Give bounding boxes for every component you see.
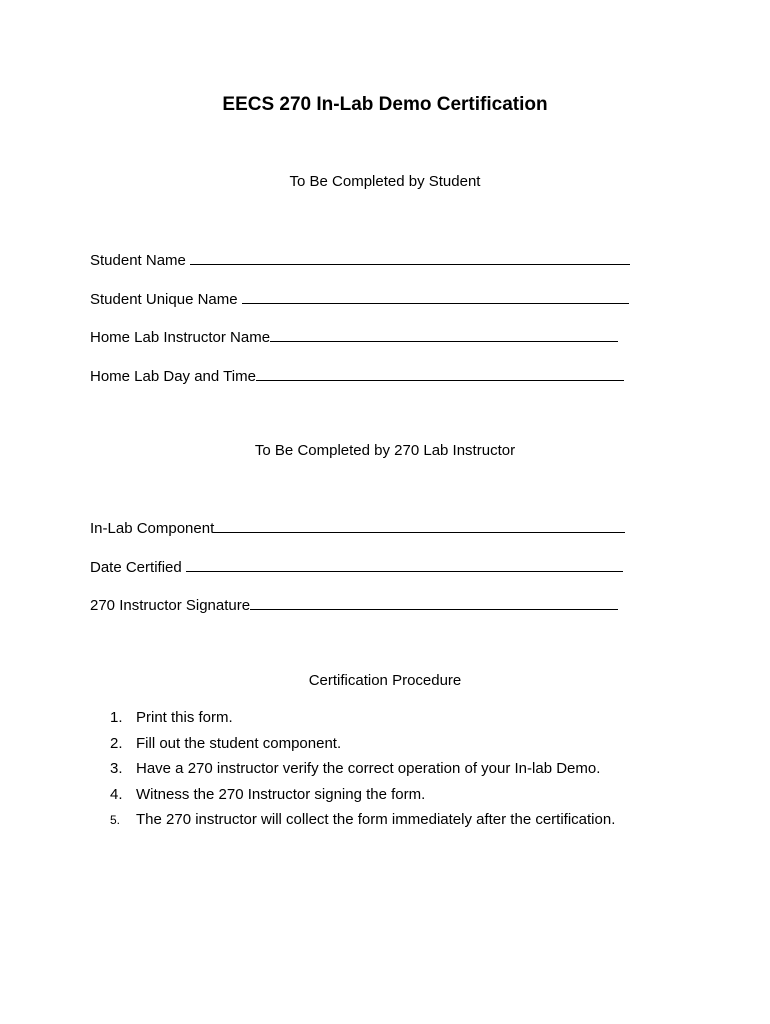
field-label: Student Unique Name xyxy=(90,291,238,308)
list-item xyxy=(110,735,615,761)
student-unique-name-field[interactable] xyxy=(90,289,629,308)
field-label: Home Lab Day and Time xyxy=(90,368,256,385)
field-label: Home Lab Instructor Name xyxy=(90,329,271,346)
in-lab-component-line[interactable] xyxy=(214,518,625,533)
student-name-field[interactable] xyxy=(90,250,630,269)
field-label: Student Name xyxy=(90,252,186,269)
step-text: Print this form. xyxy=(136,709,233,726)
instructor-section-heading: To Be Completed by 270 Lab Instructor xyxy=(254,442,516,459)
list-item xyxy=(110,811,615,837)
list-item xyxy=(110,760,615,786)
home-lab-instructor-field[interactable] xyxy=(90,327,618,346)
step-text: Witness the 270 Instructor signing the form. xyxy=(136,785,426,803)
page-title: EECS 270 In-Lab Demo Certification xyxy=(222,94,548,115)
student-unique-name-line[interactable] xyxy=(242,289,629,304)
step-text: Have a 270 instructor verify the correct operation of your In-lab Demo. xyxy=(136,760,601,777)
field-label: In-Lab Component xyxy=(90,520,215,537)
list-item xyxy=(110,786,615,812)
in-lab-component-field[interactable] xyxy=(90,518,625,537)
step-number: 4. xyxy=(110,785,123,803)
step-text: The 270 instructor will collect the form immediately after the certification. xyxy=(136,811,616,828)
step-number: 2. xyxy=(110,734,123,752)
student-section-heading: To Be Completed by Student xyxy=(289,173,481,190)
procedure-heading: Certification Procedure xyxy=(308,672,462,689)
instructor-signature-field[interactable] xyxy=(90,595,618,614)
procedure-list xyxy=(110,709,615,837)
step-number: 1. xyxy=(110,709,123,726)
step-text: Fill out the student component. xyxy=(136,734,342,752)
home-lab-day-time-line[interactable] xyxy=(256,366,624,381)
step-number: 5. xyxy=(110,813,121,827)
date-certified-line[interactable] xyxy=(186,557,623,572)
field-label: Date Certified xyxy=(90,559,182,576)
student-name-line[interactable] xyxy=(190,250,630,265)
field-label: 270 Instructor Signature xyxy=(90,597,251,614)
step-number: 3. xyxy=(110,760,123,777)
list-item xyxy=(110,709,615,735)
home-lab-instructor-line[interactable] xyxy=(270,327,618,342)
home-lab-day-time-field[interactable] xyxy=(90,366,624,385)
instructor-signature-line[interactable] xyxy=(250,595,618,610)
date-certified-field[interactable] xyxy=(90,557,623,576)
